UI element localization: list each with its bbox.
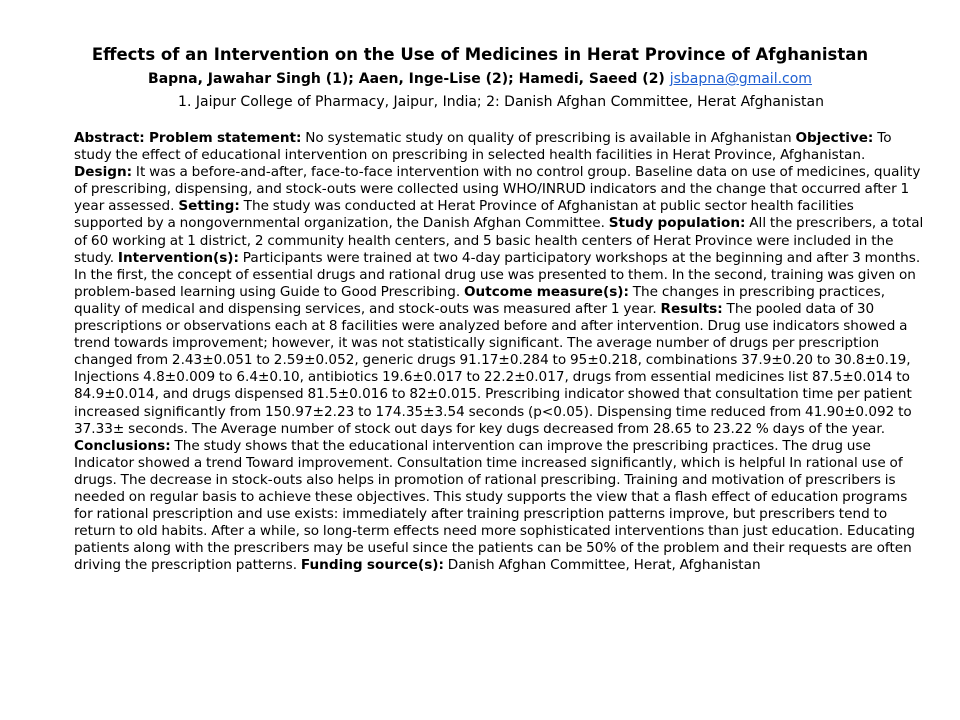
abstract-results-label: Results: bbox=[660, 300, 723, 317]
abstract-design-label: Design: bbox=[74, 164, 133, 181]
author-line bbox=[0, 70, 960, 89]
paper-title: Effects of an Intervention on the Use of Medicines in Herat Province of Afghanistan bbox=[91, 45, 869, 64]
abstract-conclusions-label: Conclusions: bbox=[74, 437, 171, 454]
abstract-setting-text: The study was conducted at Herat Province of Afghanistan at public sector health facilities supported by a nongovernmental organization, the Danish Afghan Committee. bbox=[74, 198, 854, 232]
abstract-problem-text: No systematic study on quality of prescribing is available in Afghanistan bbox=[301, 130, 796, 146]
abstract-objective-label: Objective: bbox=[795, 130, 874, 146]
abstract-body bbox=[74, 130, 924, 574]
affiliations: 1. Jaipur College of Pharmacy, Jaipur, India; 2: Danish Afghan Committee, Herat Afghanistan bbox=[178, 94, 824, 110]
abstract-funding-label: Funding source(s): bbox=[300, 557, 444, 574]
abstract-population-label: Study population: bbox=[608, 215, 746, 232]
abstract-intervention-text: Participants were trained at two 4-day participatory workshops at the beginning and after 3 months. In the first, the concept of essential drugs and rational drug use was presented to them. In the second, training was given on problem-based learning using Guide to Good Prescribing. bbox=[74, 249, 921, 300]
abstract-conclusions-text: The study shows that the educational intervention can improve the prescribing practices. The drug use Indicator showed a trend Toward improvement. Consultation time increased significantly, which is helpful In rational use of drugs. The decrease in stock-outs also helps in promotion of rational prescribing. Training and motivation of prescribers is needed on regular basis to achieve these objectives. This study supports the view that a flash effect of education programs for rational prescription and use exists: immediately after training prescription patterns improve, but prescribers tend to return to old habits. After a while, so long-term effects need more sophisticated interventions than just education. Educating patients along with the prescribers may be useful since the patients can be 50% of the problem and their requests are often driving the prescription patterns. bbox=[74, 437, 916, 574]
abstract-population-text: All the prescribers, a total of 60 working at 1 district, 2 community health centers, and 5 basic health centers of Herat Province were included in the study. bbox=[74, 215, 924, 266]
abstract-intervention-label: Intervention(s): bbox=[117, 249, 239, 266]
abstract-funding-text: Danish Afghan Committee, Herat, Afghanistan bbox=[443, 557, 761, 574]
abstract-outcome-label: Outcome measure(s): bbox=[463, 283, 629, 300]
abstract-results-text: The pooled data of 30 prescriptions or observations each at 8 facilities were analyzed before and after intervention. Drug use indicators showed a trend towards improvement; however, it was not statistically significant. The average number of drugs per prescription changed from 2.43±0.051 to 2.59±0.052, generic drugs 91.17±0.284 to 95±0.218, combinations 37.9±0.20 to 30.8±0.19, Injections 4.8±0.009 to 6.4±0.10, antibiotics 19.6±0.017 to 22.2±0.017, drugs from essential medicines list 87.5±0.014 to 84.9±0.014, and drugs dispensed 81.5±0.016 to 82±0.015. Prescribing indicator showed that consultation time per patient increased significantly from 150.97±2.23 to 174.35±3.54 seconds (p<0.05). Dispensing time reduced from 41.90±0.092 to 37.33± seconds. The Average number of stock out days for key dugs decreased from 28.65 to 23.22 % days of the year. bbox=[74, 300, 912, 437]
abstract-objective-text: To study the effect of educational intervention on prescribing in selected health facilities in Herat Province, Afghanistan. bbox=[74, 130, 892, 164]
abstract-design-text: It was a before-and-after, face-to-face intervention with no control group. Baseline data on use of medicines, quality of prescribing, dispensing, and stock-outs were collected using WHO/INRUD indicators and the change that occurred after 1 year assessed. bbox=[74, 164, 921, 215]
author-email-link[interactable]: jsbapna@gmail.com bbox=[669, 71, 812, 87]
abstract-setting-label: Setting: bbox=[178, 198, 240, 215]
abstract-problem-label: Abstract: Problem statement: bbox=[74, 130, 302, 146]
abstract-outcome-text: The changes in prescribing practices, quality of medical and dispensing services, and stock-outs was measured after 1 year. bbox=[74, 283, 886, 317]
author-names: Bapna, Jawahar Singh (1); Aaen, Inge-Lise (2); Hamedi, Saeed (2) bbox=[148, 71, 670, 87]
